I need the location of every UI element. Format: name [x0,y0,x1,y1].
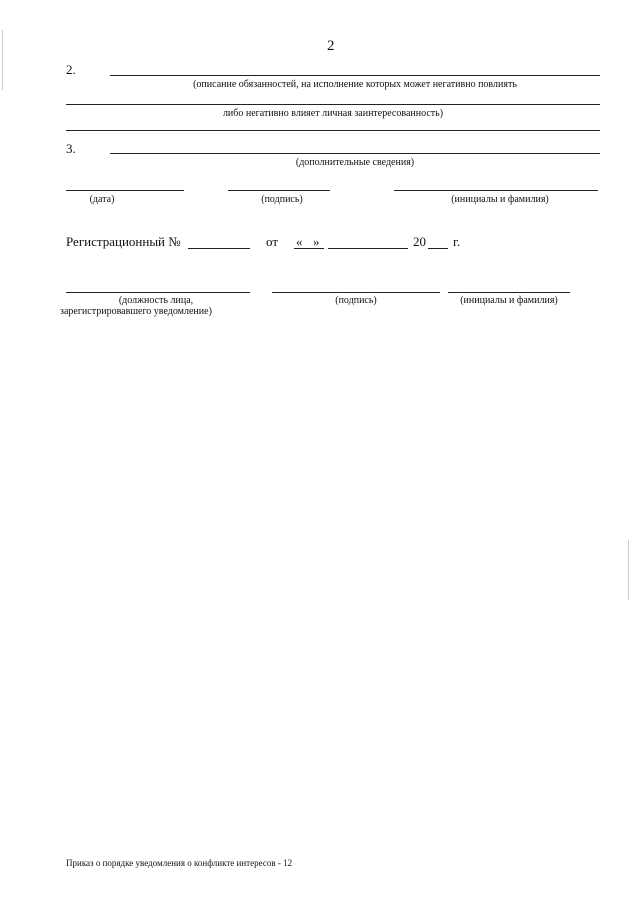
signature-caption: (подпись) [261,194,303,205]
registrar-position-caption-2: зарегистрировавшего уведомление) [60,306,212,317]
name-line [394,190,598,191]
item-2-caption-1: (описание обязанностей, на исполнение которых может негативно повлиять [193,79,517,90]
year-line [428,248,448,249]
item-3-caption: (дополнительные сведения) [295,157,415,168]
item-2-label: 2. [66,62,76,77]
page-number: 2 [327,38,335,54]
footer-text: Приказ о порядке уведомления о конфликте интересов - 12 [66,858,293,868]
quote-close: » [313,234,320,249]
registrar-position-caption-1: (должность лица, [118,295,194,306]
registration-from: от [266,234,279,249]
quote-open: « [296,234,303,249]
scan-edge-left [2,30,3,90]
month-line [328,248,408,249]
date-line [66,190,184,191]
date-caption: (дата) [89,194,115,205]
item-3-label: 3. [66,141,76,156]
registrar-signature-line [272,292,440,293]
registrar-signature-caption: (подпись) [335,295,377,306]
scan-edge-right [628,540,629,600]
signature-line [228,190,330,191]
registrar-name-caption: (инициалы и фамилия) [460,295,558,306]
year-suffix: г. [453,234,461,249]
item-2-line-2 [66,104,600,105]
registrar-position-line [66,292,250,293]
registration-number-line [188,248,250,249]
item-2-caption-2: либо негативно влияет личная заинтересованность) [222,108,444,119]
item-3-line [110,153,600,154]
day-line [294,248,324,249]
year-prefix: 20 [413,234,426,249]
name-caption: (инициалы и фамилия) [451,194,549,205]
item-2-line-3 [66,130,600,131]
registration-label: Регистрационный № [66,234,181,249]
registrar-name-line [448,292,570,293]
item-2-line-1 [110,75,600,76]
